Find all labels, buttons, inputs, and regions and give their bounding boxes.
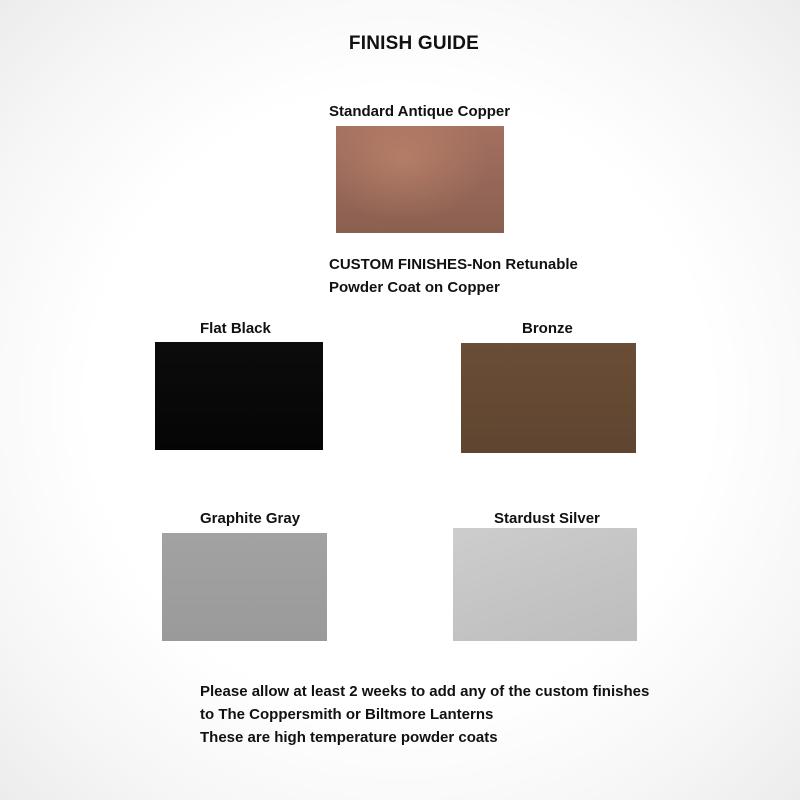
note-line: Please allow at least 2 weeks to add any of the custom finishes — [200, 683, 650, 700]
stardust-silver-swatch — [453, 528, 637, 641]
bronze-swatch — [461, 343, 636, 453]
page-title: FINISH GUIDE — [348, 33, 480, 54]
standard-finish-label: Standard Antique Copper — [329, 103, 511, 120]
custom-finishes-heading: CUSTOM FINISHES-Non Retunable — [329, 256, 578, 273]
stardust-silver-label: Stardust Silver — [494, 510, 600, 527]
flat-black-swatch — [155, 342, 323, 450]
finish-notes — [200, 680, 649, 749]
graphite-gray-swatch — [162, 533, 327, 641]
antique-copper-swatch — [336, 126, 504, 233]
bronze-label: Bronze — [522, 320, 573, 337]
graphite-gray-label: Graphite Gray — [200, 510, 301, 527]
custom-finishes-subheading: Powder Coat on Copper — [329, 279, 500, 296]
note-line: These are high temperature powder coats — [200, 729, 498, 746]
note-line: to The Coppersmith or Biltmore Lanterns — [200, 706, 494, 723]
flat-black-label: Flat Black — [200, 320, 271, 337]
